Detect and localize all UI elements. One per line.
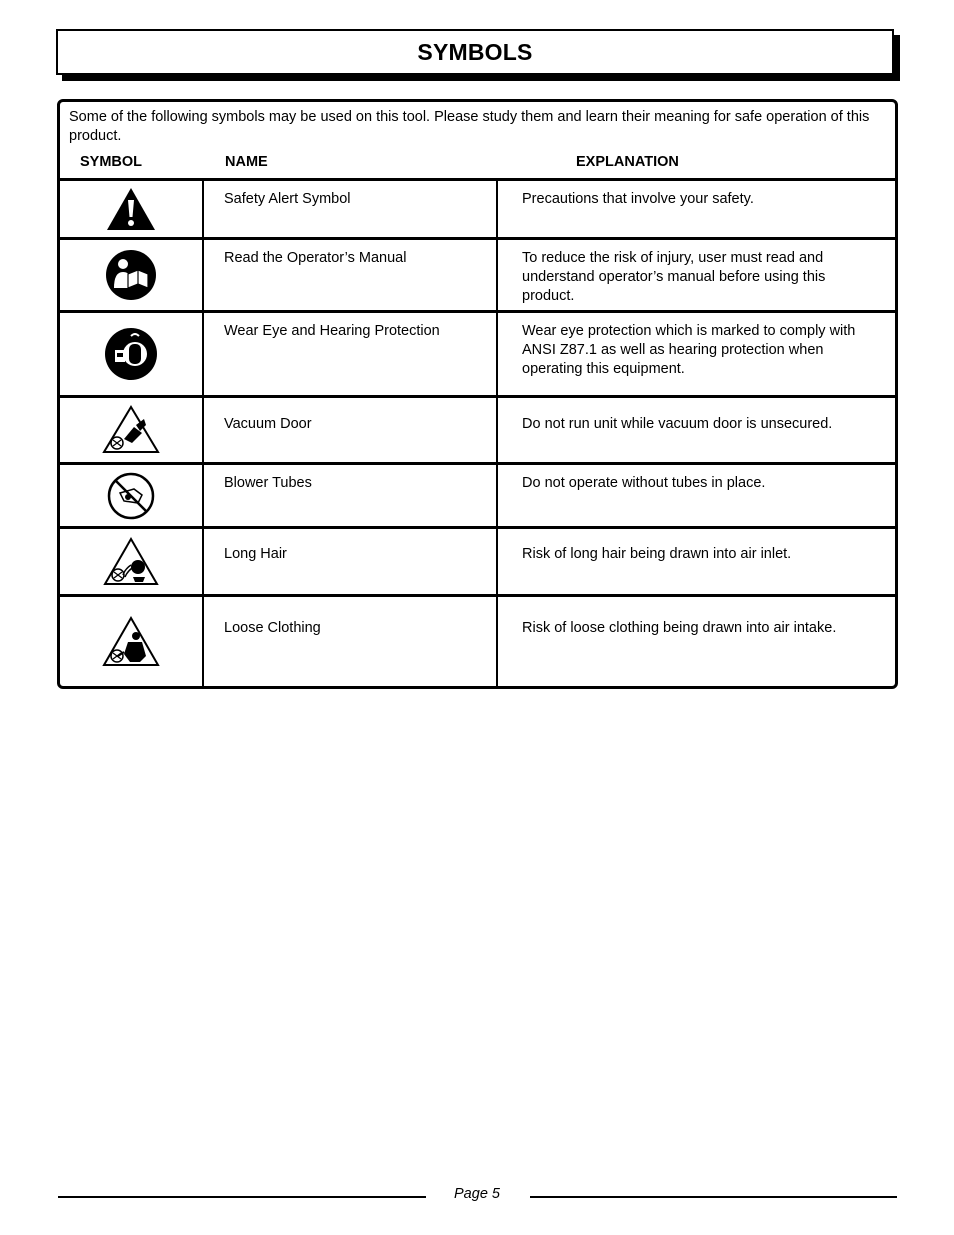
symbol-name: Vacuum Door [224,416,312,432]
loose-clothing-icon [102,616,160,668]
table-row [60,178,895,237]
symbol-name: Blower Tubes [224,475,312,491]
read-manual-icon [104,248,158,302]
footer-rule-right [530,1196,897,1198]
table-row [60,526,895,594]
page-number: Page 5 [454,1186,500,1202]
table-row [60,395,895,462]
symbol-explanation: Risk of loose clothing being drawn into air intake. [522,620,837,636]
symbol-cell [60,313,204,395]
symbol-name: Safety Alert Symbol [224,191,351,207]
symbol-explanation: Do not run unit while vacuum door is unsecured. [522,416,833,432]
column-header-explanation: EXPLANATION [576,154,679,170]
symbol-cell [60,398,204,462]
symbol-name: Long Hair [224,546,287,562]
symbol-explanation: Precautions that involve your safety. [522,191,754,207]
symbol-cell [60,240,204,310]
table-row [60,237,895,310]
symbols-table [57,99,898,689]
table-row [60,310,895,395]
page-title-box [56,29,894,75]
table-row [60,462,895,526]
eye-hearing-protection-icon [103,326,159,382]
symbol-cell [60,597,204,687]
symbol-cell [60,529,204,594]
blower-tubes-icon [106,471,156,521]
intro-text: Some of the following symbols may be used on this tool. Please study them and learn their meaning for safe operation of this product. [69,109,870,144]
symbol-explanation: Risk of long hair being drawn into air inlet. [522,546,792,562]
page-title: SYMBOLS [417,38,533,65]
column-header-symbol: SYMBOL [80,154,143,170]
table-row [60,594,895,687]
symbol-name: Loose Clothing [224,620,321,636]
safety-alert-icon [105,186,157,232]
footer-rule-left [58,1196,426,1198]
column-header-name: NAME [225,154,268,170]
vacuum-door-icon [102,405,160,455]
long-hair-icon [103,537,159,587]
symbol-name: Wear Eye and Hearing Protection [224,323,440,339]
symbol-name: Read the Operator’s Manual [224,250,407,266]
symbol-explanation: To reduce the risk of injury, user must read and understand operator’s manual before using this product. [522,250,826,304]
symbol-cell [60,181,204,237]
symbol-explanation: Do not operate without tubes in place. [522,475,766,491]
symbol-explanation: Wear eye protection which is marked to comply with ANSI Z87.1 as well as hearing protection when operating this equipment. [522,323,856,377]
symbol-cell [60,465,204,526]
table-body [60,178,895,687]
